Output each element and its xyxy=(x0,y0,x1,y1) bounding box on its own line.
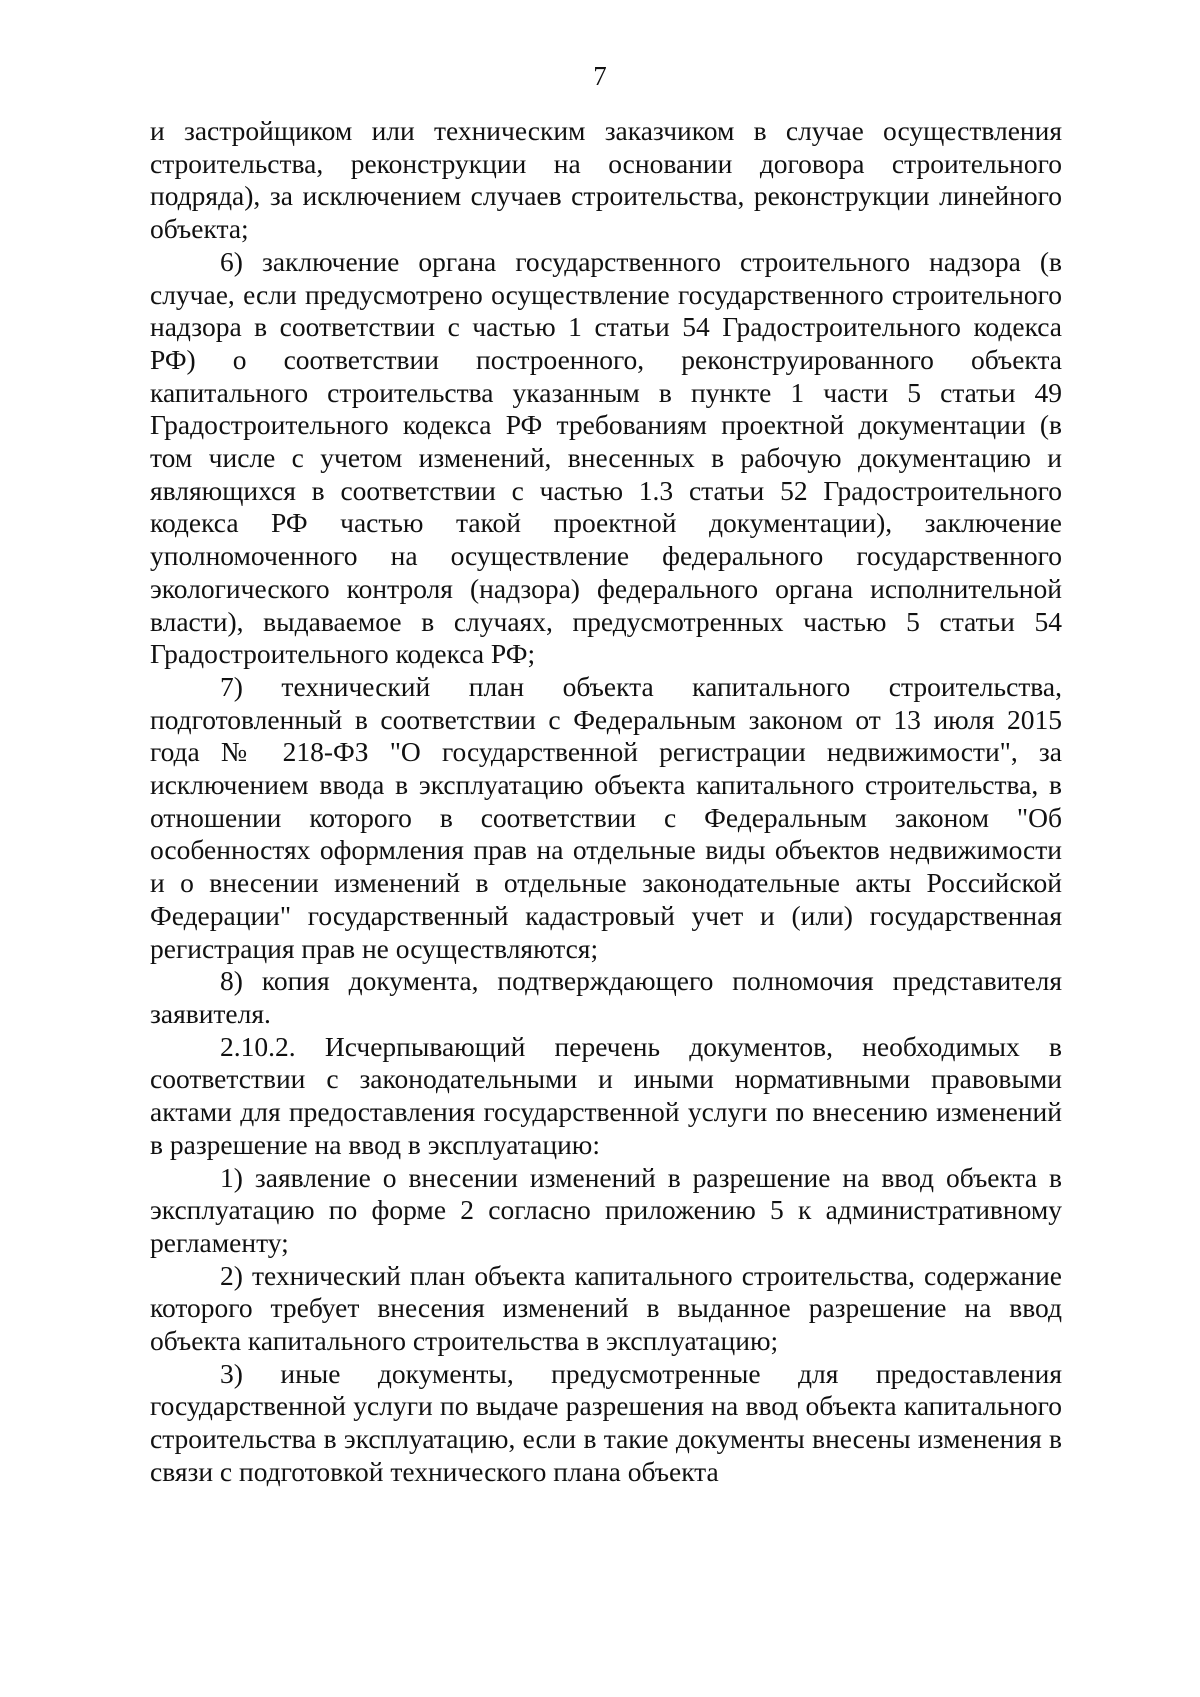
document-body xyxy=(150,115,1062,1489)
list-item-6: 6) заключение органа государственного строительного надзора (в случае, если предусмотрено осуществление государственного строительного надзора в соответствии с частью 1 статьи 54 Градостроительного кодекса РФ) о соответствии построенного, реконструированного объекта капитального строительства указанным в пункте 1 части 5 статьи 49 Градостроительного кодекса РФ требованиям проектной документации (в том числе с учетом изменений, внесенных в рабочую документацию и являющихся в соответствии с частью 1.3 статьи 52 Градостроительного кодекса РФ частью такой проектной документации), заключение уполномоченного на осуществление федерального государственного экологического контроля (надзора) федерального органа исполнительной власти), выдаваемое в случаях, предусмотренных частью 5 статьи 54 Градостроительного кодекса РФ; xyxy=(150,245,1062,670)
list-item-3: 3) иные документы, предусмотренные для предоставления государственной услуги по выдаче разрешения на ввод объекта капитального строительства в эксплуатацию, если в такие документы внесены изменения в связи с подготовкой технического плана объекта xyxy=(150,1357,1062,1487)
list-item-7: 7) технический план объекта капитального строительства, подготовленный в соответствии с Федеральным законом от 13 июля 2015 года № 218-ФЗ "О государственной регистрации недвижимости", за исключением ввода в эксплуатацию объекта капитального строительства, в отношении которого в соответствии с Федеральным законом "Об особенностях оформления прав на отдельные виды объектов недвижимости и о внесении изменений в отдельные законодательные акты Российской Федерации" государственный кадастровый учет и (или) государственная регистрация прав не осуществляются; xyxy=(150,670,1062,964)
list-item-1: 1) заявление о внесении изменений в разрешение на ввод объекта в эксплуатацию по форме 2 согласно приложению 5 к административному регламенту; xyxy=(150,1161,1062,1258)
page-number: 7 xyxy=(593,61,607,91)
section-2-10-2: 2.10.2. Исчерпывающий перечень документов, необходимых в соответствии с законодательными и иными нормативными правовыми актами для предоставления государственной услуги по внесению изменений в разрешение на ввод в эксплуатацию: xyxy=(150,1030,1062,1160)
list-item-2: 2) технический план объекта капитального строительства, содержание которого требует внесения изменений в выданное разрешение на ввод объекта капитального строительства в эксплуатацию; xyxy=(150,1259,1062,1357)
list-item-8: 8) копия документа, подтверждающего полномочия представителя заявителя. xyxy=(150,965,1062,1029)
paragraph-continuation: и застройщиком или техническим заказчиком в случае осуществления строительства, реконструкции на основании договора строительного подряда), за исключением случаев строительства, реконструкции линейного объекта; xyxy=(150,115,1062,245)
